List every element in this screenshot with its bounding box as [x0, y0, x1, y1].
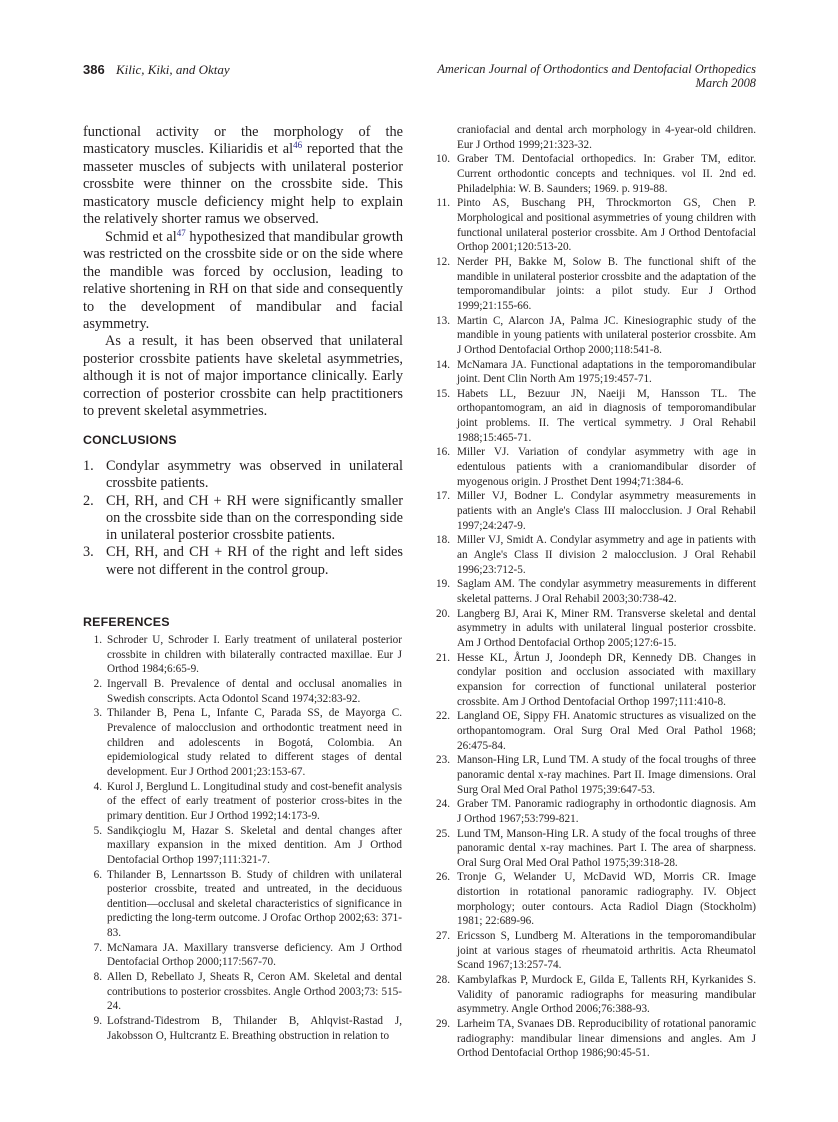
reference-number: 23. [436, 754, 450, 767]
reference-number: 20. [436, 607, 450, 620]
paragraph-text: functional activity or the morphology of the masticatory muscles. Kiliaridis et al [83, 124, 403, 158]
reference-text: Lofstrand-Tidestrom B, Thilander B, Ahlqvist-Rastad J, Jakobsson O, Hultcrantz E. Breathing obstruction in relation to [107, 1015, 402, 1042]
reference-item [86, 1014, 402, 1043]
paragraph-text: Schmid et al [105, 228, 177, 245]
reference-text: Manson-Hing LR, Lund TM. A study of the focal troughs of three panoramic dental x-ray machines. Part II. Image dimensions. Oral Surg Oral Med Oral Pathol 1975;39:647-53. [457, 754, 756, 796]
reference-item [86, 868, 402, 941]
reference-number: 7. [93, 941, 102, 954]
reference-number: 13. [436, 314, 450, 327]
reference-item [431, 797, 756, 826]
reference-text: Pinto AS, Buschang PH, Throckmorton GS, Chen P. Morphological and positional asymmetries of young children with functional unilateral posterior crossbite. Am J Orthod Dentofacial Orthop 2001;120:513-20. [457, 197, 756, 254]
reference-text: Graber TM. Panoramic radiography in orthodontic diagnosis. Am J Orthod 1967;53:799-821. [457, 798, 756, 825]
reference-number: 28. [436, 974, 450, 987]
reference-number: 5. [93, 824, 102, 837]
reference-text: Langberg BJ, Arai K, Miner RM. Transverse skeletal and dental asymmetry in adults with unilateral lingual posterior crossbite. Am J Orthod Dentofacial Orthop 2005;127:6-15. [457, 607, 756, 649]
reference-item [86, 780, 402, 824]
reference-item [431, 607, 756, 651]
reference-item [86, 677, 402, 706]
conclusion-item [83, 458, 403, 493]
reference-text: Tronje G, Welander U, McDavid WD, Morris CR. Image distortion in rotational panoramic radiography. IV. Object morphology; outer contours. Acta Radiol Diagn (Stockholm) 1981; 22:689-96. [457, 871, 756, 928]
reference-item [431, 358, 756, 387]
reference-number: 26. [436, 871, 450, 884]
item-text: CH, RH, and CH + RH were significantly smaller on the crossbite side than on the corresponding side in unilateral posterior crossbite patients. [106, 492, 403, 544]
reference-text: Miller VJ. Variation of condylar asymmetry with age in edentulous patients with a craniomandibular disorder of myogenous origin. J Prosthet Dent 1994;71:384-6. [457, 446, 756, 488]
reference-text: Thilander B, Pena L, Infante C, Parada SS, de Mayorga C. Prevalence of malocclusion and orthodontic treatment need in children and adolescents in Bogotá, Colombia. An epidemiological study related to different stages of dental development. Eur J Orthod 2001;23:153-67. [107, 707, 402, 778]
reference-number: 18. [436, 534, 450, 547]
reference-item [431, 709, 756, 753]
conclusion-item [83, 493, 403, 545]
reference-item [431, 533, 756, 577]
reference-item [431, 973, 756, 1017]
reference-text: Ingervall B. Prevalence of dental and occlusal anomalies in Swedish conscripts. Acta Odontol Scand 1974;32:83-92. [107, 677, 402, 705]
reference-number: 4. [93, 780, 102, 793]
reference-text: Lund TM, Manson-Hing LR. A study of the focal troughs of three panoramic dental x-ray machines. Part I. The area of sharpness. Oral Surg Oral Med Oral Pathol 1975;39:318-28. [457, 827, 756, 869]
reference-item [431, 387, 756, 446]
discussion-text [83, 124, 403, 421]
reference-number: 8. [93, 971, 102, 984]
reference-item [431, 152, 756, 196]
reference-number: 15. [436, 387, 450, 400]
reference-text: McNamara JA. Maxillary transverse deficiency. Am J Orthod Dentofacial Orthop 2000;117:567-70. [107, 941, 402, 969]
reference-number: 17. [436, 490, 450, 503]
reference-item [86, 970, 402, 1014]
reference-text: Thilander B, Lennartsson B. Study of children with unilateral posterior crossbite, treated and untreated, in the deciduous dentition—occlusal and skeletal characteristics of significance in predicting the long-term outcome. J Orofac Orthop 2002;63: 371-83. [107, 868, 402, 940]
reference-number: 19. [436, 578, 450, 591]
paragraph [83, 333, 403, 420]
reference-number: 16. [436, 446, 450, 459]
reference-text: Kambylafkas P, Murdock E, Gilda E, Tallents RH, Kyrkanides S. Validity of panoramic radiographs for measuring mandibular asymmetry. Angle Orthod 2006;76:388-93. [457, 974, 756, 1016]
reference-number: 25. [436, 827, 450, 840]
reference-text: Habets LL, Bezuur JN, Naeiji M, Hansson TL. The orthopantomogram, an aid in diagnosis of temporomandibular joint problems. II. The vertical symmetry. J Oral Rehabil 1988;15:465-71. [457, 387, 756, 444]
running-authors: Kilic, Kiki, and Oktay [115, 62, 230, 77]
reference-text: Allen D, Rebellato J, Sheats R, Ceron AM. Skeletal and dental contributions to posterior crossbites. Angle Orthod 2003;73: 515-24. [107, 971, 402, 1013]
item-number: 2. [83, 492, 94, 509]
reference-item [431, 1017, 756, 1061]
reference-item [86, 706, 402, 779]
reference-item [86, 633, 402, 677]
reference-number: 2. [93, 677, 102, 690]
paragraph-text: reported that the masseter muscles of subjects with unilateral posterior crossbite were thinner on the crossbite side. This masticatory muscle deficiency might help to explain the relatively shorter ramus we observed. [83, 141, 403, 228]
reference-item [431, 929, 756, 973]
conclusions-list [83, 458, 403, 579]
reference-number: 29. [436, 1018, 450, 1031]
reference-number: 14. [436, 358, 450, 371]
reference-item [86, 941, 402, 970]
reference-item [431, 651, 756, 710]
item-text: CH, RH, and CH + RH of the right and left sides were not different in the control group. [106, 544, 403, 578]
reference-text: Martin C, Alarcon JA, Palma JC. Kinesiographic study of the mandible in young patients with unilateral posterior crossbite. Am J Orthod Dentofacial Orthop 2000;118:541-8. [457, 314, 756, 356]
references-list-left [86, 633, 402, 1043]
reference-item [431, 827, 756, 871]
running-header-left [83, 62, 230, 78]
paragraph [83, 229, 403, 334]
page-number: 386 [83, 62, 105, 77]
references-list-right [431, 123, 756, 1061]
reference-number: 22. [436, 710, 450, 723]
reference-text: Kurol J, Berglund L. Longitudinal study and cost-benefit analysis of the effect of early treatment of posterior cross-bites in the primary dentition. Eur J Orthod 1992;14:173-9. [107, 780, 402, 822]
reference-text: Miller VJ, Smidt A. Condylar asymmetry and age in patients with an Angle's Class II division 2 malocclusion. J Oral Rehabil 1996;23:712-5. [457, 534, 756, 576]
running-header-right [437, 62, 756, 90]
reference-text: Saglam AM. The condylar asymmetry measurements in different skeletal patterns. J Oral Rehabil 2003;30:738-42. [457, 578, 756, 605]
reference-number: 11. [436, 197, 450, 210]
reference-item [431, 753, 756, 797]
citation[interactable]: 47 [176, 227, 186, 238]
reference-number: 10. [436, 153, 450, 166]
reference-text: Langland OE, Sippy FH. Anatomic structures as visualized on the orthopantomogram. Oral Surg Oral Med Oral Pathol 1968; 26:475-84. [457, 710, 756, 752]
reference-number: 3. [93, 707, 102, 720]
reference-item [431, 314, 756, 358]
reference-text: Graber TM. Dentofacial orthopedics. In: Graber TM, editor. Current orthodontic concepts and techniques. vol II. 2nd ed. Philadelphia: W. B. Saunders; 1969. p. 919-88. [457, 153, 756, 195]
reference-number: 6. [93, 868, 102, 881]
reference-item [431, 489, 756, 533]
conclusion-item [83, 544, 403, 579]
reference-text: Hesse KL, Årtun J, Joondeph DR, Kennedy DB. Changes in condylar position and occlusion associated with maxillary expansion for correction of functional unilateral posterior crossbite. Am J Orthod Dentofacial Orthop 1997;111:410-8. [457, 651, 756, 708]
reference-text: Miller VJ, Bodner L. Condylar asymmetry measurements in patients with an Angle's Class III malocclusion. J Oral Rehabil 1997;24:247-9. [457, 490, 756, 532]
paragraph [83, 124, 403, 229]
item-number: 1. [83, 458, 94, 474]
reference-text: Nerder PH, Bakke M, Solow B. The functional shift of the mandible in unilateral posterior crossbite and the adaptation of the temporomandibular joints: a pilot study. Eur J Orthod 1999;21:155-66. [457, 255, 756, 312]
reference-number: 12. [436, 255, 450, 268]
reference-text: McNamara JA. Functional adaptations in the temporomandibular joint. Dent Clin North Am 1975;19:457-71. [457, 358, 756, 386]
reference-number: 9. [93, 1015, 102, 1028]
reference-item [431, 445, 756, 489]
reference-continuation: craniofacial and dental arch morphology in 4-year-old children. Eur J Orthod 1999;21:323-32. [457, 124, 756, 151]
journal-name: American Journal of Orthodontics and Dentofacial Orthopedics [437, 62, 756, 76]
reference-number: 21. [436, 651, 450, 664]
paragraph-text: hypothesized that mandibular growth was restricted on the crossbite side or on the side where the mandible was forced by occlusion, leading to relative shortening in RH on that side and consequently to the development of mandibular and facial asymmetry. [83, 228, 403, 332]
references-heading: REFERENCES [83, 615, 170, 629]
reference-number: 24. [436, 798, 450, 811]
reference-item [431, 255, 756, 314]
reference-text: Larheim TA, Svanaes DB. Reproducibility of rotational panoramic radiography: mandibular linear dimensions and angles. Am J Orthod Dentofacial Orthop 1986;90:45-51. [457, 1018, 756, 1060]
reference-text: Schroder U, Schroder I. Early treatment of unilateral posterior crossbite in children with bilaterally contracted maxillae. Eur J Orthod 1984;6:65-9. [107, 634, 402, 676]
reference-text: Sandikçioglu M, Hazar S. Skeletal and dental changes after maxillary expansion in the mixed dentition. Am J Orthod Dentofacial Orthop 1997;111:321-7. [107, 824, 402, 866]
reference-text: Ericsson S, Lundberg M. Alterations in the temporomandibular joint at various stages of rheumatoid arthritis. Acta Rheumatol Scand 1967;13:257-74. [457, 930, 756, 972]
reference-item [431, 577, 756, 606]
reference-item [431, 196, 756, 255]
conclusions-heading: CONCLUSIONS [83, 433, 177, 447]
paragraph-text: As a result, it has been observed that unilateral posterior crossbite patients have skeletal asymmetries, although it is not of major importance clinically. Early correction of posterior crossbite can help practitioners to prevent skeletal asymmetries. [83, 333, 403, 420]
journal-issue: March 2008 [695, 76, 756, 90]
reference-number: 1. [93, 634, 102, 646]
item-text: Condylar asymmetry was observed in unilateral crossbite patients. [106, 458, 403, 492]
item-number: 3. [83, 544, 94, 561]
reference-number: 27. [436, 930, 450, 943]
reference-item [86, 824, 402, 868]
reference-item [431, 870, 756, 929]
citation[interactable]: 46 [293, 140, 303, 151]
